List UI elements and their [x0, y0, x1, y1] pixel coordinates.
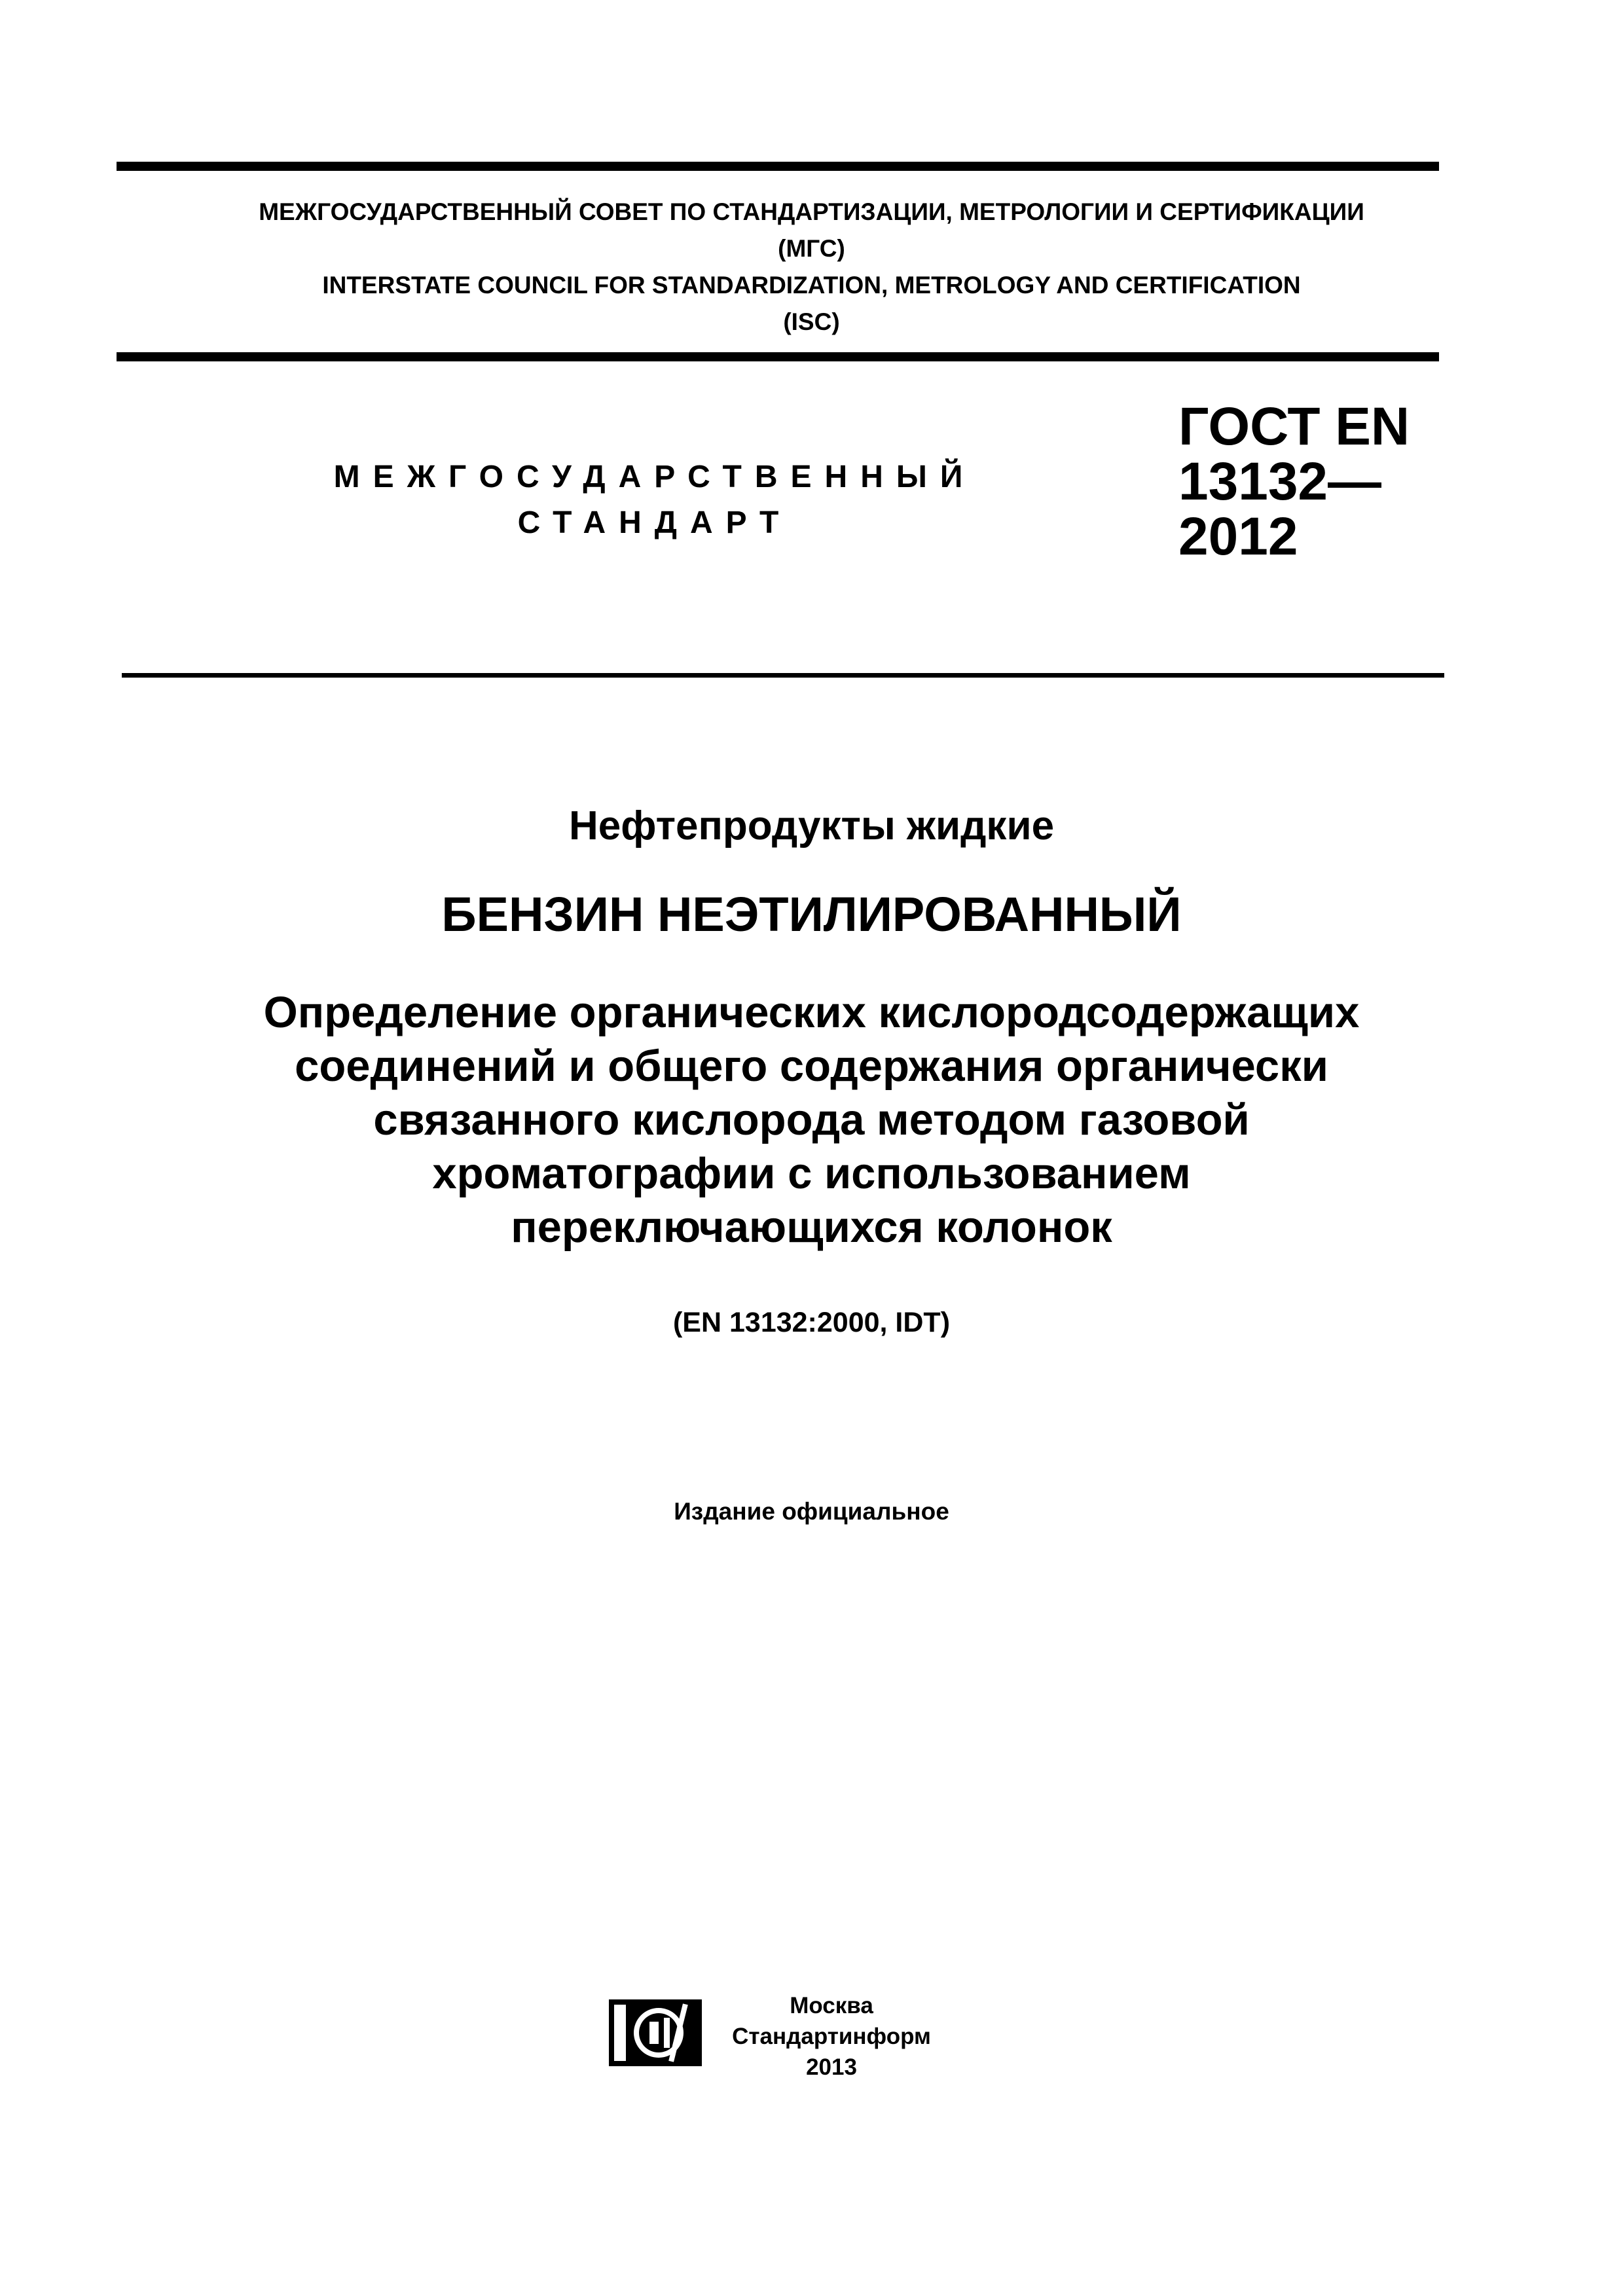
description-line: Определение органических кислородсодержащих: [263, 988, 1360, 1037]
description-line: соединений и общего содержания органически: [295, 1042, 1328, 1091]
standard-designation: [1178, 399, 1410, 564]
council-abbr-en: (ISC): [783, 308, 840, 335]
designation-bottom-rule: [122, 673, 1444, 678]
description-line: хроматографии с использованием: [432, 1149, 1191, 1198]
description-line: переключающихся колонок: [511, 1203, 1112, 1252]
designation-line3: 2012: [1178, 507, 1298, 566]
designation-line1: ГОСТ EN: [1178, 397, 1410, 456]
reference-standard: (EN 13132:2000, IDT): [672, 1307, 951, 1338]
publisher-info: [714, 1990, 949, 2083]
top-rule: [117, 162, 1439, 171]
standard-type-line2: СТАНДАРТ: [517, 505, 792, 540]
main-title: БЕНЗИН НЕЭТИЛИРОВАННЫЙ: [441, 887, 1182, 941]
product-subtitle: Нефтепродукты жидкие: [568, 803, 1055, 848]
edition-note: Издание официальное: [674, 1498, 949, 1525]
publication-year: 2013: [806, 2054, 857, 2080]
council-name-en: INTERSTATE COUNCIL FOR STANDARDIZATION, METROLOGY AND CERTIFICATION: [322, 272, 1301, 299]
publisher-name: Стандартинформ: [732, 2024, 931, 2049]
council-abbr-ru: (МГС): [778, 235, 845, 262]
standartinform-logo-icon: [608, 1998, 703, 2068]
designation-line2: 13132—: [1178, 452, 1382, 511]
description-line: связанного кислорода методом газовой: [373, 1095, 1250, 1144]
council-name-ru: МЕЖГОСУДАРСТВЕННЫЙ СОВЕТ ПО СТАНДАРТИЗАЦИИ, МЕТРОЛОГИИ И СЕРТИФИКАЦИИ: [259, 198, 1364, 225]
publisher-city: Москва: [790, 1993, 873, 2018]
standard-type-line1: МЕЖГОСУДАРСТВЕННЫЙ: [333, 460, 976, 494]
header-bottom-rule: [117, 352, 1439, 361]
